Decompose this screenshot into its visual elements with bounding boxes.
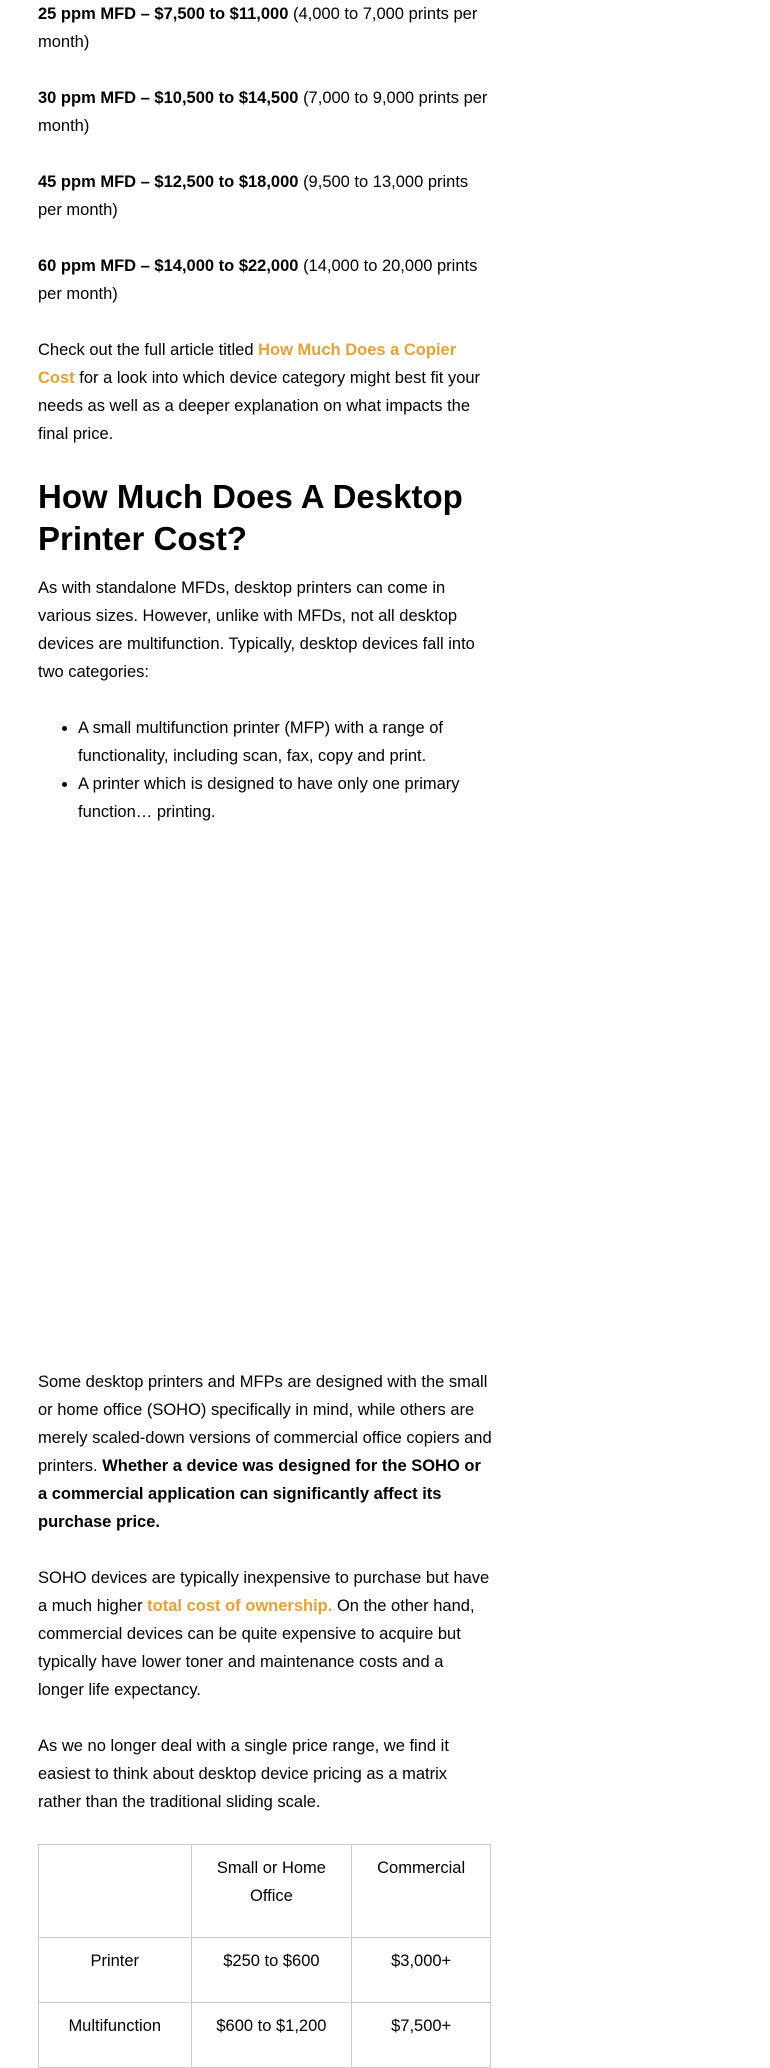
tco-text-after: On the other hand, commercial devices can be quite expensive to acquire but typically have lower toner and maintenance costs and a longer life expectancy. (38, 1597, 475, 1699)
section-heading: How Much Does A Desktop Printer Cost? (38, 478, 463, 557)
soho-bold-text: Whether a device was designed for the SOHO or a commercial application can significantly affect its purchase price. (38, 1457, 481, 1531)
table-row (39, 2003, 491, 2068)
ad-placeholder (38, 854, 493, 1368)
price-item-25ppm (38, 0, 493, 56)
tco-paragraph (38, 1564, 493, 1704)
list-item: • A printer which is designed to have only one primary function… printing. (78, 770, 493, 826)
price-item-60ppm (38, 252, 493, 308)
price-item-detail: (14,000 to 20,000 prints per month) (38, 257, 478, 303)
price-item-detail: (7,000 to 9,000 prints per month) (38, 89, 488, 135)
price-item-label: 25 ppm MFD – $7,500 to $11,000 (38, 5, 289, 23)
price-item-label: 30 ppm MFD – $10,500 to $14,500 (38, 89, 299, 107)
pricing-matrix-table (38, 1844, 491, 2068)
price-item-detail: (9,500 to 13,000 prints per month) (38, 173, 469, 219)
table-header-row (39, 1845, 491, 1938)
table-cell-device: Multifunction (39, 2003, 192, 2068)
price-item-45ppm (38, 168, 493, 224)
copier-article-paragraph (38, 336, 493, 448)
table-header-cell: Small or Home Office (191, 1845, 352, 1938)
device-category-list (38, 714, 493, 826)
table-cell-commercial: $7,500+ (352, 2003, 491, 2068)
table-header-cell: Commercial (352, 1845, 491, 1938)
soho-text: Some desktop printers and MFPs are designed with the small or home office (SOHO) specifically in mind, while others are merely scaled-down versions of commercial office copiers and printers. (38, 1373, 492, 1475)
table-cell-soho: $250 to $600 (191, 1938, 352, 2003)
list-item: • A small multifunction printer (MFP) with a range of functionality, including scan, fax, copy and print. (78, 714, 493, 770)
price-item-30ppm (38, 84, 493, 140)
copier-article-text: Check out the full article titled (38, 341, 254, 359)
table-cell-commercial: $3,000+ (352, 1938, 491, 2003)
copier-cost-article-link[interactable]: How Much Does a Copier Cost (38, 341, 457, 387)
tco-text: SOHO devices are typically inexpensive to purchase but have a much higher (38, 1569, 490, 1615)
table-cell-soho: $600 to $1,200 (191, 2003, 352, 2068)
article-body (38, 0, 493, 2068)
table-cell-device: Printer (39, 1938, 192, 2003)
price-item-label: 60 ppm MFD – $14,000 to $22,000 (38, 257, 299, 275)
section-intro: As with standalone MFDs, desktop printers can come in various sizes. However, unlike with MFDs, not all desktop devices are multifunction. Typically, desktop devices fall into two categories: (38, 579, 475, 681)
soho-paragraph (38, 1368, 493, 1536)
copier-article-text-after: for a look into which device category might best fit your needs as well as a deeper explanation on what impacts the final price. (38, 369, 481, 443)
price-item-detail: (4,000 to 7,000 prints per month) (38, 5, 478, 51)
table-header-cell (39, 1845, 192, 1938)
matrix-intro: As we no longer deal with a single price range, we find it easiest to think about desktop device pricing as a matrix rather than the traditional sliding scale. (38, 1737, 449, 1811)
table-row (39, 1938, 491, 2003)
price-item-label: 45 ppm MFD – $12,500 to $18,000 (38, 173, 299, 191)
total-cost-of-ownership-link[interactable]: total cost of ownership. (147, 1597, 333, 1615)
